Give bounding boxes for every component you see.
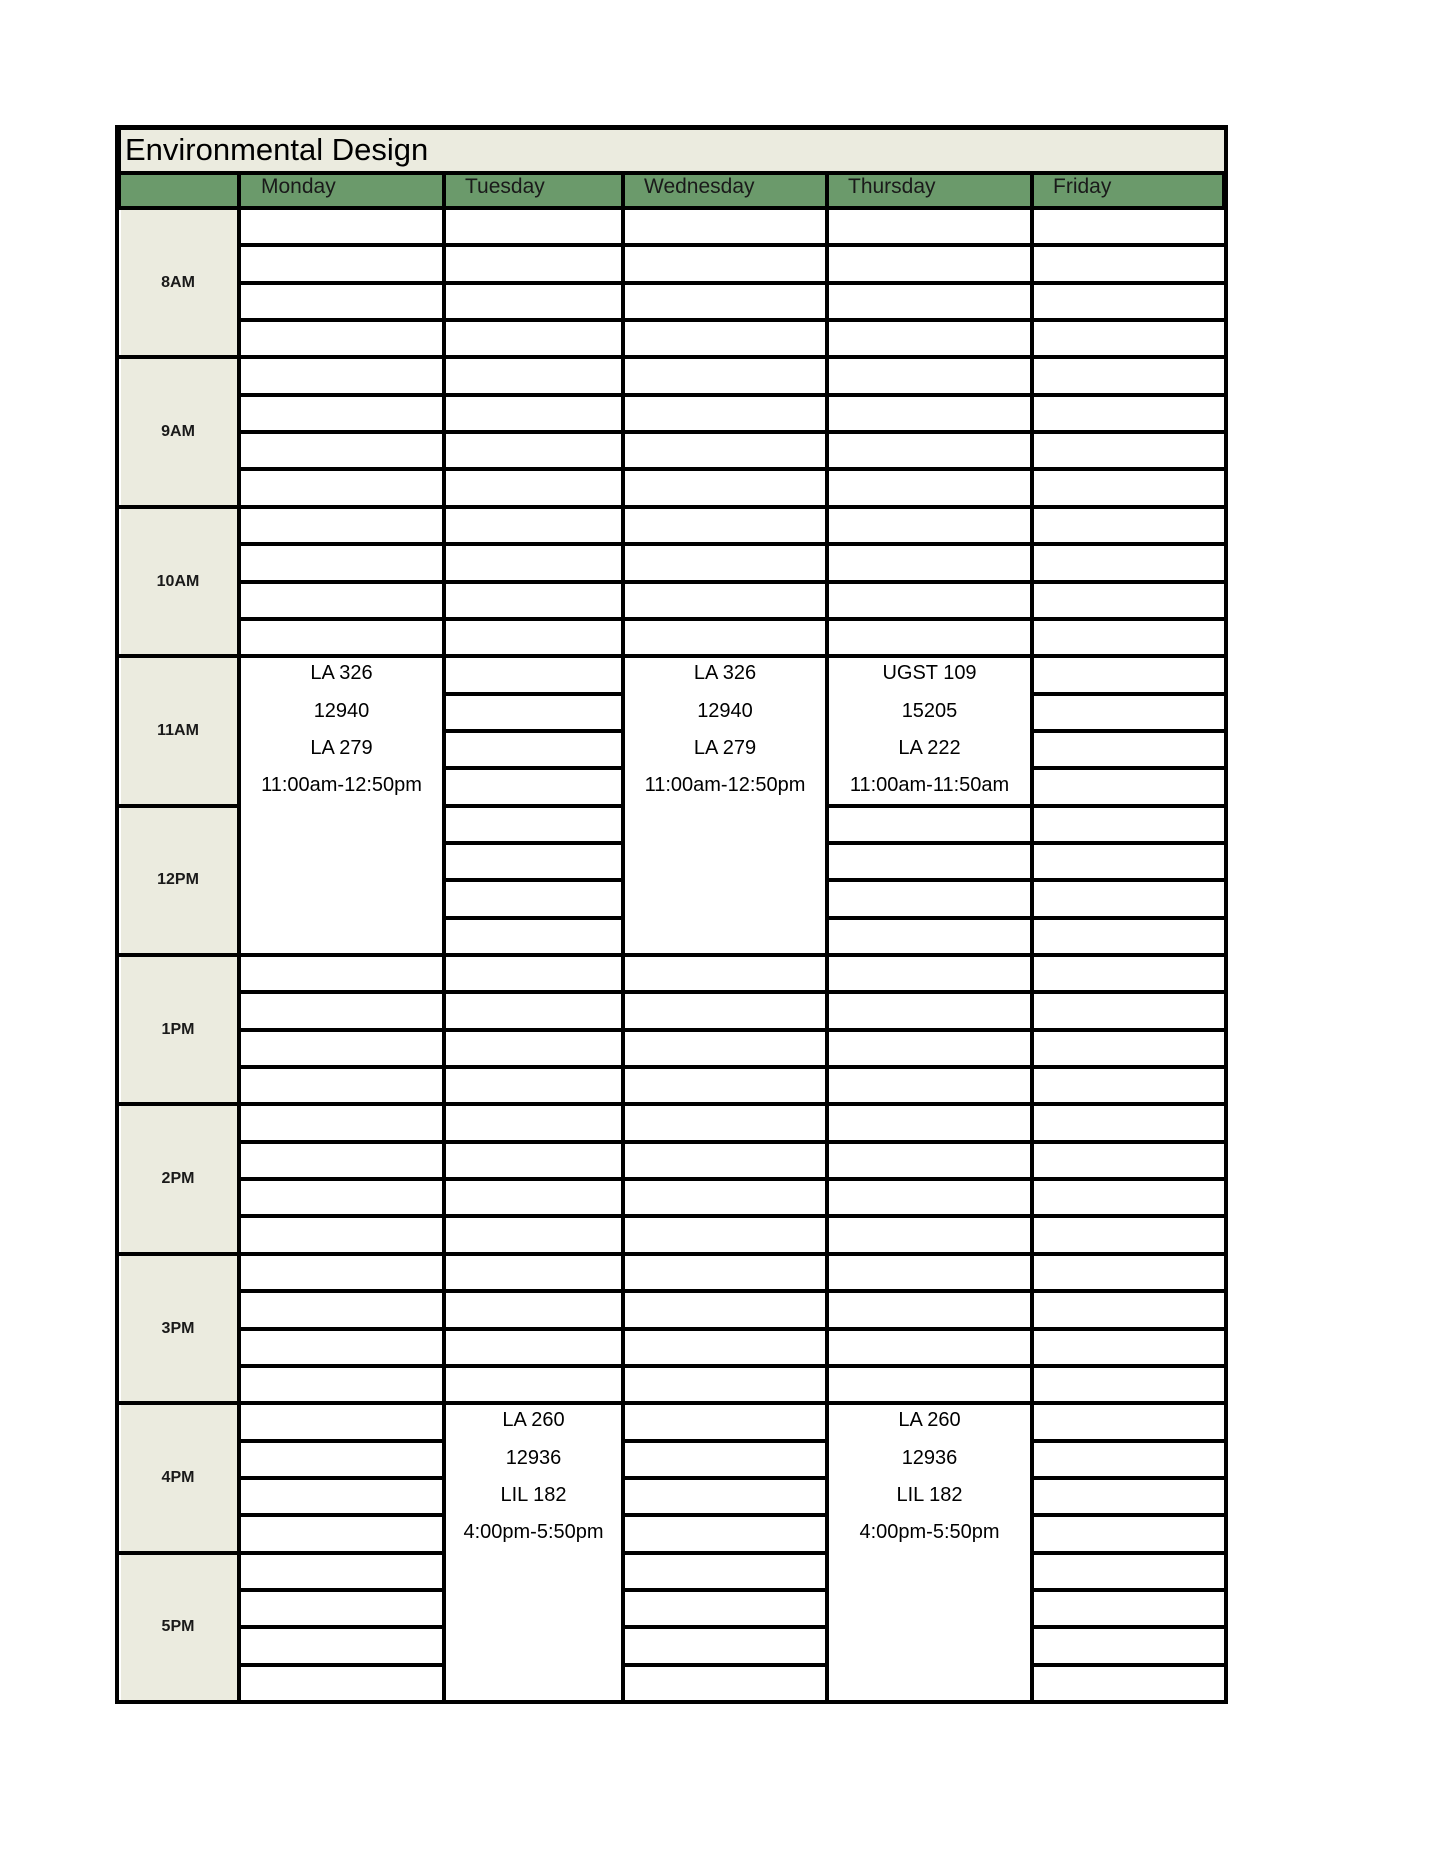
row-divider: [444, 1102, 623, 1106]
row-divider: [239, 281, 444, 285]
row-divider: [239, 1177, 444, 1181]
column-divider: [1030, 171, 1034, 1704]
row-divider: [1032, 1588, 1226, 1592]
row-divider: [1032, 542, 1226, 546]
class-info-line: LA 260: [502, 1409, 565, 1432]
row-divider: [1032, 355, 1226, 359]
row-divider: [623, 1476, 827, 1480]
row-divider: [623, 542, 827, 546]
hour-divider: [117, 206, 239, 210]
class-info-line: 12936: [901, 1446, 958, 1469]
hour-divider: [117, 1401, 239, 1405]
row-divider: [444, 804, 623, 808]
row-divider: [444, 393, 623, 397]
row-divider: [827, 654, 1032, 658]
row-divider: [239, 505, 444, 509]
schedule-title: Environmental Design: [125, 132, 429, 167]
row-divider: [1032, 467, 1226, 471]
class-info-line: 11:00am-12:50pm: [261, 774, 422, 797]
row-divider: [827, 1177, 1032, 1181]
row-divider: [239, 393, 444, 397]
row-divider: [1032, 878, 1226, 882]
row-divider: [1032, 1513, 1226, 1517]
class-info-line: 15205: [901, 699, 958, 722]
row-divider: [827, 580, 1032, 584]
row-divider: [623, 1252, 827, 1256]
row-divider: [623, 1327, 827, 1331]
class-info-line: 4:00pm-5:50pm: [463, 1521, 604, 1544]
row-divider: [444, 467, 623, 471]
row-divider: [444, 1214, 623, 1218]
row-divider: [623, 1663, 827, 1667]
row-divider: [239, 1364, 444, 1368]
row-divider: [239, 430, 444, 434]
row-divider: [239, 1102, 444, 1106]
row-divider: [1032, 1252, 1226, 1256]
row-divider: [1032, 1476, 1226, 1480]
row-divider: [444, 953, 623, 957]
row-divider: [444, 1028, 623, 1032]
row-divider: [444, 355, 623, 359]
time-label: 1PM: [161, 1020, 195, 1038]
class-info-line: LA 279: [310, 736, 373, 759]
row-divider: [623, 1513, 827, 1517]
hour-divider: [117, 1102, 239, 1106]
row-divider: [239, 654, 444, 658]
row-divider: [444, 1327, 623, 1331]
hour-divider: [117, 505, 239, 509]
row-divider: [444, 692, 623, 696]
row-divider: [623, 990, 827, 994]
row-divider: [623, 355, 827, 359]
row-divider: [827, 953, 1032, 957]
row-divider: [239, 1401, 444, 1405]
row-divider: [239, 1439, 444, 1443]
row-divider: [827, 804, 1032, 808]
row-divider: [623, 467, 827, 471]
row-divider: [239, 1140, 444, 1144]
row-divider: [623, 953, 827, 957]
row-divider: [623, 206, 827, 210]
row-divider: [444, 1289, 623, 1293]
row-divider: [827, 542, 1032, 546]
column-divider: [442, 171, 446, 1704]
row-divider: [827, 1289, 1032, 1293]
hour-divider: [117, 654, 239, 658]
class-info-line: 12940: [697, 699, 753, 722]
row-divider: [239, 1625, 444, 1629]
row-divider: [827, 393, 1032, 397]
row-divider: [623, 393, 827, 397]
row-divider: [827, 1364, 1032, 1368]
row-divider: [239, 1588, 444, 1592]
row-divider: [239, 1663, 444, 1667]
day-header-tuesday: Tuesday: [465, 175, 545, 198]
row-divider: [827, 916, 1032, 920]
row-divider: [623, 1551, 827, 1555]
grid-bottom-border: [115, 1700, 1228, 1704]
row-divider: [623, 1028, 827, 1032]
row-divider: [444, 542, 623, 546]
row-divider: [1032, 1364, 1226, 1368]
row-divider: [444, 243, 623, 247]
row-divider: [1032, 654, 1226, 658]
row-divider: [1032, 916, 1226, 920]
time-label: 11AM: [157, 721, 199, 739]
hour-divider: [117, 355, 239, 359]
row-divider: [1032, 1289, 1226, 1293]
row-divider: [444, 841, 623, 845]
row-divider: [239, 953, 444, 957]
row-divider: [444, 617, 623, 621]
row-divider: [827, 505, 1032, 509]
time-label: 2PM: [161, 1170, 195, 1188]
row-divider: [444, 654, 623, 658]
row-divider: [444, 318, 623, 322]
row-divider: [239, 1476, 444, 1480]
row-divider: [239, 467, 444, 471]
row-divider: [444, 1177, 623, 1181]
row-divider: [1032, 430, 1226, 434]
row-divider: [623, 1625, 827, 1629]
row-divider: [239, 1065, 444, 1069]
class-info-line: 11:00am-11:50am: [849, 774, 1010, 797]
row-divider: [623, 1214, 827, 1218]
row-divider: [444, 1065, 623, 1069]
row-divider: [1032, 1177, 1226, 1181]
column-divider: [1224, 125, 1228, 1704]
row-divider: [827, 243, 1032, 247]
hour-divider: [117, 1252, 239, 1256]
row-divider: [623, 1177, 827, 1181]
row-divider: [1032, 318, 1226, 322]
row-divider: [827, 990, 1032, 994]
row-divider: [1032, 1439, 1226, 1443]
row-divider: [827, 318, 1032, 322]
time-label: 9AM: [161, 423, 195, 441]
row-divider: [623, 430, 827, 434]
row-divider: [1032, 1102, 1226, 1106]
column-divider: [825, 171, 829, 1704]
row-divider: [623, 1588, 827, 1592]
time-label: 10AM: [156, 572, 200, 590]
row-divider: [827, 355, 1032, 359]
row-divider: [623, 1364, 827, 1368]
row-divider: [1032, 729, 1226, 733]
row-divider: [827, 1065, 1032, 1069]
class-info-line: LA 260: [898, 1409, 961, 1432]
row-divider: [1032, 1551, 1226, 1555]
row-divider: [444, 1140, 623, 1144]
column-divider: [115, 125, 119, 1704]
row-divider: [1032, 1140, 1226, 1144]
hour-divider: [117, 804, 239, 808]
row-divider: [1032, 1065, 1226, 1069]
row-divider: [239, 617, 444, 621]
day-header-wednesday: Wednesday: [644, 175, 755, 198]
row-divider: [1032, 505, 1226, 509]
row-divider: [1032, 243, 1226, 247]
row-divider: [827, 206, 1032, 210]
day-header-friday: Friday: [1053, 175, 1112, 198]
row-divider: [239, 1513, 444, 1517]
row-divider: [1032, 393, 1226, 397]
column-divider: [237, 171, 241, 1704]
row-divider: [623, 1401, 827, 1405]
class-info-line: 12940: [313, 699, 370, 722]
time-label: 12PM: [157, 871, 199, 889]
row-divider: [239, 1028, 444, 1032]
row-divider: [1032, 1625, 1226, 1629]
row-divider: [1032, 841, 1226, 845]
row-divider: [827, 1028, 1032, 1032]
row-divider: [444, 206, 623, 210]
row-divider: [444, 766, 623, 770]
row-divider: [827, 430, 1032, 434]
class-info-line: LA 326: [310, 662, 373, 685]
class-info-line: LA 279: [693, 736, 757, 759]
row-divider: [827, 1252, 1032, 1256]
row-divider: [1032, 1401, 1226, 1405]
row-divider: [827, 841, 1032, 845]
row-divider: [623, 617, 827, 621]
row-divider: [444, 1364, 623, 1368]
row-divider: [827, 467, 1032, 471]
row-divider: [827, 1401, 1032, 1405]
row-divider: [239, 206, 444, 210]
row-divider: [239, 318, 444, 322]
day-header-thursday: Thursday: [848, 175, 936, 198]
row-divider: [444, 878, 623, 882]
row-divider: [623, 1102, 827, 1106]
row-divider: [623, 243, 827, 247]
row-divider: [444, 1401, 623, 1405]
row-divider: [239, 1551, 444, 1555]
row-divider: [1032, 1327, 1226, 1331]
class-info-line: UGST 109: [882, 662, 977, 685]
row-divider: [444, 990, 623, 994]
row-divider: [623, 580, 827, 584]
time-label: 4PM: [161, 1468, 195, 1486]
row-divider: [1032, 617, 1226, 621]
row-divider: [623, 1289, 827, 1293]
row-divider: [1032, 990, 1226, 994]
row-divider: [1032, 1028, 1226, 1032]
class-info-line: 12936: [505, 1446, 562, 1469]
row-divider: [239, 990, 444, 994]
column-divider: [621, 171, 625, 1704]
row-divider: [1032, 692, 1226, 696]
row-divider: [239, 580, 444, 584]
row-divider: [1032, 1214, 1226, 1218]
row-divider: [827, 878, 1032, 882]
row-divider: [623, 281, 827, 285]
class-info-line: 4:00pm-5:50pm: [859, 1521, 1000, 1544]
row-divider: [1032, 580, 1226, 584]
time-label: 3PM: [161, 1319, 195, 1337]
row-divider: [1032, 206, 1226, 210]
row-divider: [1032, 953, 1226, 957]
row-divider: [623, 1439, 827, 1443]
row-divider: [444, 1252, 623, 1256]
row-divider: [1032, 804, 1226, 808]
hour-divider: [117, 1551, 239, 1555]
row-divider: [827, 1140, 1032, 1144]
row-divider: [623, 1140, 827, 1144]
class-info-line: LA 222: [898, 736, 961, 759]
class-info-line: LA 326: [693, 662, 757, 685]
row-divider: [623, 505, 827, 509]
row-divider: [239, 1327, 444, 1331]
row-divider: [1032, 766, 1226, 770]
row-divider: [239, 355, 444, 359]
row-divider: [239, 243, 444, 247]
row-divider: [1032, 1663, 1226, 1667]
row-divider: [444, 281, 623, 285]
row-divider: [827, 281, 1032, 285]
class-info-line: LIL 182: [896, 1483, 963, 1506]
time-label: 8AM: [161, 273, 195, 291]
row-divider: [239, 1252, 444, 1256]
class-info-line: 11:00am-12:50pm: [644, 774, 806, 797]
row-divider: [827, 1214, 1032, 1218]
row-divider: [444, 729, 623, 733]
row-divider: [444, 430, 623, 434]
row-divider: [623, 654, 827, 658]
row-divider: [444, 580, 623, 584]
row-divider: [827, 1327, 1032, 1331]
row-divider: [239, 1214, 444, 1218]
day-header-monday: Monday: [261, 175, 336, 198]
row-divider: [623, 1065, 827, 1069]
row-divider: [239, 1289, 444, 1293]
row-divider: [827, 617, 1032, 621]
row-divider: [239, 542, 444, 546]
row-divider: [827, 1102, 1032, 1106]
row-divider: [444, 505, 623, 509]
class-info-line: LIL 182: [500, 1483, 567, 1506]
row-divider: [1032, 281, 1226, 285]
hour-divider: [117, 953, 239, 957]
row-divider: [623, 318, 827, 322]
row-divider: [444, 916, 623, 920]
time-label: 5PM: [161, 1618, 195, 1636]
